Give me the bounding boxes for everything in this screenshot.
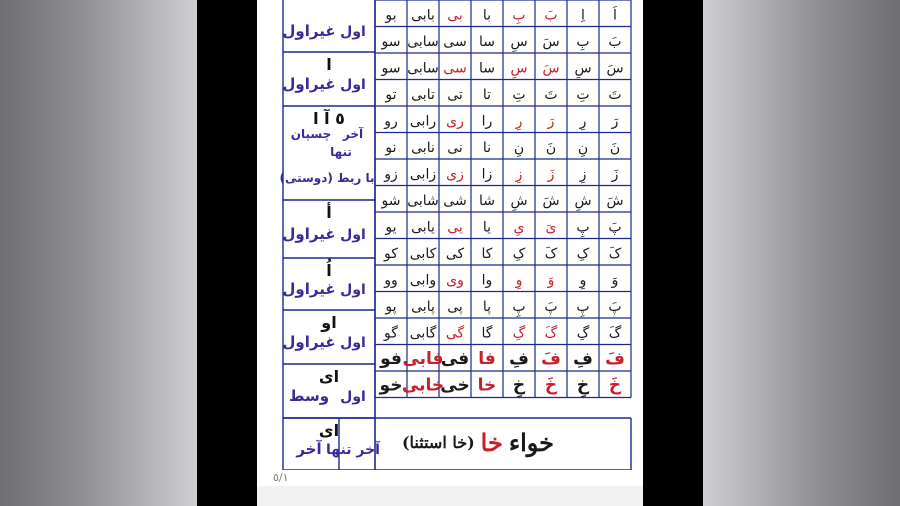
table-cell: شَ: [606, 192, 624, 209]
table-cell: گابی: [409, 325, 437, 342]
table-cell: تا: [482, 86, 492, 103]
table-cell: فو: [380, 348, 402, 369]
sidebar-letter: ا: [326, 55, 332, 74]
table-cell: رِ: [579, 113, 587, 130]
table-cell: زِ: [515, 166, 523, 183]
table-cell: فابی: [402, 348, 444, 369]
table-cell: شابی: [407, 192, 439, 209]
page-bottom-bar: [257, 486, 643, 506]
table-cell: گی: [445, 325, 465, 342]
table-cell: وی: [446, 272, 464, 289]
document-page: [257, 0, 643, 506]
table-cell: سَ: [542, 33, 560, 50]
table-cell: سَ: [542, 60, 560, 77]
table-cell: نَ: [545, 139, 557, 156]
table-cell: نِ: [577, 139, 589, 156]
table-cell: با: [482, 7, 492, 24]
table-cell: پَ: [608, 298, 622, 315]
table-cell: رِ: [515, 113, 523, 130]
table-cell: تَ: [544, 86, 558, 103]
table-cell: کی: [445, 245, 465, 262]
table-cell: سِ: [510, 33, 528, 50]
table-cell: وَ: [611, 272, 619, 289]
table-cell: نِ: [513, 139, 525, 156]
table-cell: کَ: [544, 245, 558, 262]
table-cell: سابی: [407, 60, 439, 77]
table-cell: فی: [440, 348, 470, 369]
table-cell: کو: [384, 245, 398, 262]
sidebar-label: آخر: [342, 127, 364, 141]
table-cell: سِ: [574, 60, 592, 77]
table-cell: شِ: [510, 192, 528, 209]
table-cell: رَ: [611, 113, 619, 130]
banner: [385, 418, 571, 466]
table-cell: بِ: [512, 7, 526, 24]
sidebar-label: غیراول: [282, 22, 336, 40]
sidebar-label: اول: [340, 77, 366, 93]
table-cell: پِ: [576, 298, 590, 315]
table-cell: زِ: [579, 166, 587, 183]
table-cell: یو: [385, 219, 397, 236]
table-cell: فِ: [509, 348, 529, 369]
sidebar-letter: اُ: [326, 261, 332, 280]
table-cell: سَ: [606, 60, 624, 77]
table-cell: زی: [446, 166, 464, 183]
banner-paren: (خا استثنا): [401, 432, 475, 452]
table-cell: نی: [447, 139, 463, 156]
table-cell: تی: [447, 86, 463, 103]
sidebar-label: چسپان: [290, 127, 332, 141]
table-cell: تو: [385, 86, 397, 103]
table-cell: وَ: [547, 272, 555, 289]
table-cell: یی: [447, 219, 463, 236]
table-cell: خِ: [576, 375, 590, 396]
table-cell: زا: [481, 166, 493, 183]
table-cell: فا: [478, 348, 496, 369]
table-cell: خا: [477, 375, 497, 396]
sidebar-label: غیراول: [282, 333, 336, 351]
table-cell: یَ: [545, 219, 557, 236]
table-cell: خَ: [544, 375, 558, 396]
table-cell: تابی: [411, 86, 435, 103]
table-cell: نَ: [609, 139, 621, 156]
table-cell: سابی: [407, 33, 439, 50]
table-cell: بِ: [576, 33, 590, 50]
sidebar-label: وسط: [288, 387, 330, 405]
table-cell: پی: [447, 298, 463, 315]
table-cell: شِ: [574, 192, 592, 209]
sidebar-letter: ٥ آ ا: [313, 109, 345, 128]
table-cell: کِ: [576, 245, 590, 262]
table-cell: پِ: [576, 219, 590, 236]
table-cell: خو: [379, 375, 403, 396]
table-cell: وِ: [579, 272, 587, 289]
table-cell: فَ: [541, 348, 561, 369]
table-cell: رابی: [409, 113, 437, 130]
table-cell: بابی: [411, 7, 435, 24]
sidebar-letter: ای: [318, 367, 340, 386]
sidebar-label: غیراول: [282, 225, 336, 243]
table-cell: گا: [481, 325, 493, 342]
table-cell: بی: [447, 7, 463, 24]
table-cell: کابی: [409, 245, 437, 262]
table-cell: کَ: [608, 245, 622, 262]
sidebar-letter: أ: [326, 203, 332, 222]
table-cell: پَ: [544, 298, 558, 315]
table-cell: سو: [381, 60, 401, 77]
page-number: ٥/١: [273, 471, 289, 484]
table-cell: خِ: [512, 375, 526, 396]
table-cell: خی: [440, 375, 470, 396]
table-cell: بَ: [608, 33, 622, 50]
sidebar-label: غیراول: [282, 280, 336, 298]
table-cell: زو: [384, 166, 398, 183]
table-cell: وا: [481, 272, 493, 289]
table-cell: شَ: [542, 192, 560, 209]
table-cell: شو: [381, 192, 401, 209]
left-background: [0, 0, 197, 506]
table-cell: زَ: [547, 166, 555, 183]
table-cell: زَ: [611, 166, 619, 183]
table-cell: فِ: [573, 348, 593, 369]
table-cell: شی: [443, 192, 467, 209]
table-cell: فَ: [605, 348, 625, 369]
sidebar-letter: او: [321, 313, 337, 332]
sidebar-label: تنها: [330, 145, 352, 159]
sidebar-label: غیراول: [282, 75, 336, 93]
table-cell: نو: [385, 139, 397, 156]
sidebar-label: با ربط (دوستی): [279, 171, 375, 185]
table-cell: یِ: [513, 219, 525, 236]
sidebar-label: اول: [340, 24, 366, 40]
sidebar-label: آخر: [296, 440, 322, 458]
table-cell: پو: [385, 298, 397, 315]
table-cell: رو: [384, 113, 398, 130]
table-cell: ری: [446, 113, 464, 130]
table-cell: نا: [482, 139, 492, 156]
table-cell: پَ: [608, 219, 622, 236]
table-cell: اَ: [613, 7, 617, 24]
table-cell: کا: [481, 245, 493, 262]
table-cell: خَ: [608, 375, 622, 396]
sidebar-label: آخر تنها: [326, 442, 380, 458]
table-cell: پا: [482, 298, 492, 315]
table-cell: زابی: [409, 166, 437, 183]
table-cell: یا: [482, 219, 492, 236]
table-cell: بَ: [544, 7, 558, 24]
table-cell: وو: [384, 272, 398, 289]
table-cell: تِ: [512, 86, 526, 103]
table-cell: کِ: [512, 245, 526, 262]
table-cell: یابی: [411, 219, 435, 236]
banner-word-right: خا: [480, 427, 503, 457]
table-cell: گِ: [512, 325, 526, 342]
table-cell: نابی: [411, 139, 435, 156]
table-cell: سِ: [510, 60, 528, 77]
table-cell: اِ: [581, 7, 585, 24]
sidebar-letter: ای: [318, 421, 340, 440]
sidebar-label: اول: [340, 282, 366, 298]
table-cell: گَ: [544, 325, 558, 342]
table-cell: گو: [384, 325, 398, 342]
table-cell: تَ: [608, 86, 622, 103]
sidebar-label: اول: [340, 335, 366, 351]
right-background: [703, 0, 900, 506]
table-cell: وِ: [515, 272, 523, 289]
sidebar-label: اول: [340, 227, 366, 243]
table-cell: رَ: [547, 113, 555, 130]
alphabet-table: [257, 0, 643, 470]
table-cell: سا: [479, 60, 495, 77]
table-cell: بو: [385, 7, 397, 24]
table-cell: را: [481, 113, 493, 130]
table-cell: سی: [443, 33, 467, 50]
table-cell: سو: [381, 33, 401, 50]
sidebar-label: اول: [340, 389, 366, 405]
table-cell: پِ: [512, 298, 526, 315]
table-cell: شا: [479, 192, 495, 209]
banner-word-left: خواء: [508, 427, 555, 457]
table-cell: گِ: [576, 325, 590, 342]
table-cell: سی: [443, 60, 467, 77]
table-cell: تِ: [576, 86, 590, 103]
table-cell: خابی: [401, 375, 445, 396]
table-cell: وابی: [409, 272, 437, 289]
table-cell: سا: [479, 33, 495, 50]
table-cell: پابی: [411, 298, 435, 315]
table-cell: گَ: [608, 325, 622, 342]
